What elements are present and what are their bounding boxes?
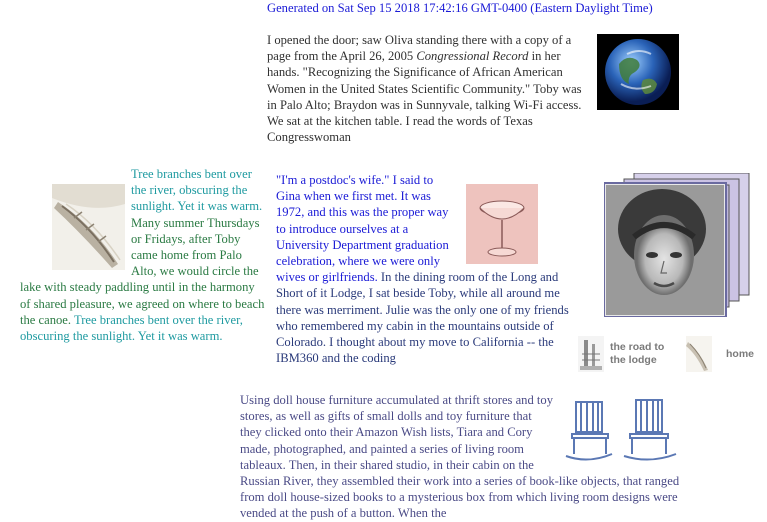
generated-timestamp: Generated on Sat Sep 15 2018 17:42:16 GMT-0400 (Eastern Daylight Time) [267, 1, 653, 15]
story-block-middle [276, 172, 578, 378]
mid-text-blue: "I'm a postdoc's wife." I said to Gina when we first met. It was 1972, and this was the proper way to introduce ourselves at a University Department graduation celebration, where we were only wives or girlfriends. [276, 173, 449, 285]
earth-globe-image [597, 34, 679, 110]
rocking-chairs-image [564, 396, 680, 466]
left-text-teal-2: Tree branches bent over the river, obscuring the sunlight. Yet it was warm. [20, 312, 243, 344]
story-block-left [20, 166, 266, 344]
left-text-green: Many summer Thursdays or Fridays, after Toby came home from Palo Alto, we would circle the lake with steady paddling until in the harmony of shared pleasure, we agreed on where to beach the canoe. [20, 215, 265, 327]
woman-portrait-image [604, 173, 754, 317]
road-lodge-thumbnail-icon [578, 336, 604, 372]
top-text: I opened the door; saw Oliva standing there with a copy of a page from the April 26, 2005 [267, 33, 572, 64]
mid-text-dark: In the dining room of the Long and Short of it Lodge, I sat beside Toby, while all around me there was merriment. Julie was the only one of my friends who remembered my cabin in the mountains outside of Colorado. I thought about my move to California -- the IBM360 and the coding [276, 270, 569, 366]
home-label[interactable]: home [726, 347, 755, 360]
champagne-glass-image [466, 184, 538, 264]
road-to-lodge-label[interactable]: the road to the lodge [610, 341, 665, 366]
road-to-lodge-link[interactable] [578, 336, 666, 372]
top-text-italic: Congressional Record [416, 49, 529, 64]
top-text-rest: in her hands. "Recognizing the Significance of African American Women in the United States Scientific Community." Toby was in Palo Alto; Braydon was in Sunnyvale, talking Wi-Fi access. We sat at the kitchen table. I read the words of Texas Congresswoman [267, 49, 582, 145]
left-text-teal-1: Tree branches bent over the river, obscuring the sunlight. Yet it was warm. [131, 167, 263, 214]
home-thumbnail-icon [686, 336, 712, 372]
home-link[interactable] [686, 336, 754, 372]
story-block-top [267, 32, 679, 145]
story-block-bottom [240, 392, 682, 522]
nav-links [578, 336, 767, 376]
portrait-frame [604, 173, 754, 317]
canoe-image [52, 184, 125, 270]
bottom-text: Using doll house furniture accumulated at thrift stores and toy stores, as well as gifts of small dolls and toy furniture that they clicked onto their Amazon Wish lists, Tiara and Cory made, photographed, and painted a series of living room tableaux. Then, in their shared studio, in their cabin on the Russian River, they assembled their work into a series of book-like objects, that ranged from doll house-sized books to a mysterious box from which living room designs were vended at the push of a button. When the [240, 393, 680, 521]
